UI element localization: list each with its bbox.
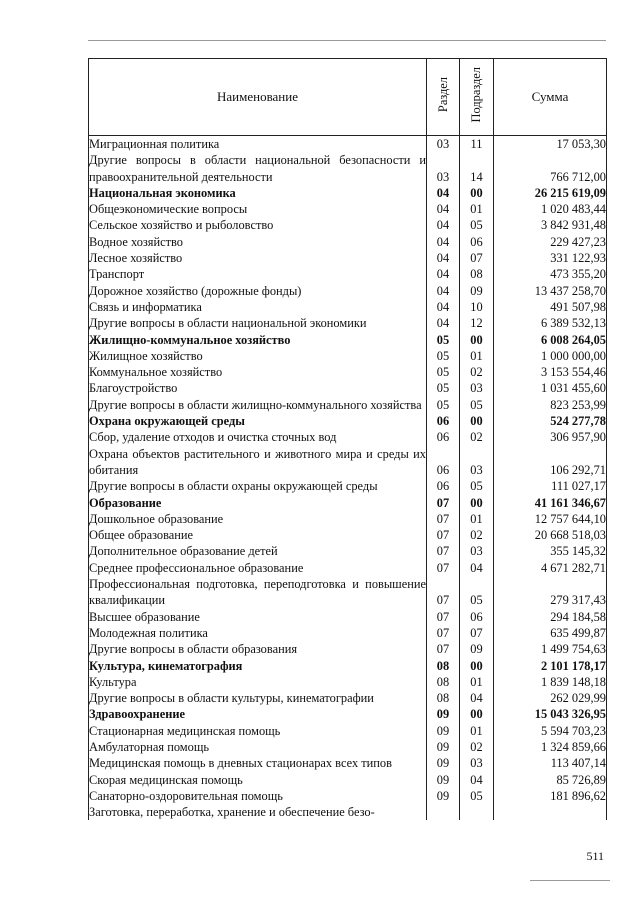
row-amount: 1 020 483,44	[494, 201, 607, 217]
row-name: Культура	[89, 674, 427, 690]
table-row	[89, 332, 607, 348]
row-subsection: 00	[460, 413, 494, 429]
table-row	[89, 397, 607, 413]
row-subsection: 04	[460, 560, 494, 576]
bottom-rule	[530, 880, 610, 881]
row-subsection	[460, 804, 494, 820]
table-row	[89, 234, 607, 250]
table-row	[89, 364, 607, 380]
row-subsection: 08	[460, 266, 494, 282]
table-row	[89, 772, 607, 788]
row-amount: 524 277,78	[494, 413, 607, 429]
row-amount: 229 427,23	[494, 234, 607, 250]
table-row	[89, 217, 607, 233]
budget-table	[88, 58, 607, 820]
row-section: 04	[427, 299, 460, 315]
table-row	[89, 706, 607, 722]
row-subsection: 00	[460, 495, 494, 511]
row-amount: 6 389 532,13	[494, 315, 607, 331]
table-row	[89, 641, 607, 657]
row-amount: 15 043 326,95	[494, 706, 607, 722]
row-subsection: 05	[460, 397, 494, 413]
row-amount: 1 324 859,66	[494, 739, 607, 755]
row-subsection: 05	[460, 217, 494, 233]
row-section: 08	[427, 690, 460, 706]
row-section: 08	[427, 658, 460, 674]
table-row	[89, 495, 607, 511]
row-name: Образование	[89, 495, 427, 511]
row-section: 07	[427, 543, 460, 559]
row-name: Общее образование	[89, 527, 427, 543]
row-section: 06	[427, 413, 460, 429]
row-amount: 294 184,58	[494, 609, 607, 625]
table-row	[89, 185, 607, 201]
row-name: Медицинская помощь в дневных стационарах всех типов	[89, 755, 427, 771]
row-name: Среднее профессиональное образование	[89, 560, 427, 576]
table-row	[89, 250, 607, 266]
row-subsection: 07	[460, 250, 494, 266]
row-section: 06	[427, 478, 460, 494]
row-name: Сбор, удаление отходов и очистка сточных вод	[89, 429, 427, 445]
row-name: Профессиональная подготовка, переподготовка и повышение квалификации	[89, 577, 426, 608]
row-section	[427, 804, 460, 820]
row-section: 09	[427, 772, 460, 788]
row-amount: 181 896,62	[494, 788, 607, 804]
row-section: 09	[427, 755, 460, 771]
row-section: 04	[427, 201, 460, 217]
row-amount: 13 437 258,70	[494, 283, 607, 299]
row-name: Амбулаторная помощь	[89, 739, 427, 755]
row-amount: 1 839 148,18	[494, 674, 607, 690]
row-subsection: 09	[460, 283, 494, 299]
table-row	[89, 413, 607, 429]
row-section: 07	[427, 609, 460, 625]
row-name: Национальная экономика	[89, 185, 427, 201]
row-subsection: 00	[460, 332, 494, 348]
row-subsection: 01	[460, 674, 494, 690]
row-name: Водное хозяйство	[89, 234, 427, 250]
row-amount: 491 507,98	[494, 299, 607, 315]
row-section: 07	[427, 511, 460, 527]
row-subsection: 06	[460, 234, 494, 250]
row-subsection: 14	[460, 152, 494, 185]
row-subsection: 11	[460, 136, 494, 153]
row-name: Общеэкономические вопросы	[89, 201, 427, 217]
row-amount: 1 000 000,00	[494, 348, 607, 364]
row-section: 05	[427, 380, 460, 396]
row-amount: 17 053,30	[494, 136, 607, 153]
table-row	[89, 527, 607, 543]
row-section: 04	[427, 217, 460, 233]
row-name: Другие вопросы в области жилищно-коммунального хозяйства	[89, 397, 427, 413]
row-amount: 3 842 931,48	[494, 217, 607, 233]
table-row	[89, 152, 607, 185]
row-subsection: 04	[460, 772, 494, 788]
table-row	[89, 690, 607, 706]
row-subsection: 03	[460, 446, 494, 479]
row-amount: 823 253,99	[494, 397, 607, 413]
row-subsection: 03	[460, 543, 494, 559]
table-row	[89, 283, 607, 299]
row-name: Санаторно-оздоровительная помощь	[89, 788, 427, 804]
row-name: Стационарная медицинская помощь	[89, 723, 427, 739]
row-section: 09	[427, 723, 460, 739]
table-row	[89, 755, 607, 771]
row-subsection: 03	[460, 380, 494, 396]
row-name: Другие вопросы в области охраны окружающей среды	[89, 478, 427, 494]
row-subsection: 10	[460, 299, 494, 315]
header-subsection-cell	[460, 59, 494, 136]
row-name: Жилищное хозяйство	[89, 348, 427, 364]
header-name: Наименование	[89, 59, 427, 136]
table-row	[89, 658, 607, 674]
table-row	[89, 380, 607, 396]
row-section: 04	[427, 185, 460, 201]
row-amount: 85 726,89	[494, 772, 607, 788]
row-section: 04	[427, 315, 460, 331]
row-amount: 306 957,90	[494, 429, 607, 445]
row-name: Заготовка, переработка, хранение и обеспечение безо-	[89, 804, 427, 820]
row-subsection: 05	[460, 788, 494, 804]
row-amount: 5 594 703,23	[494, 723, 607, 739]
row-section: 07	[427, 560, 460, 576]
row-name: Благоустройство	[89, 380, 427, 396]
row-section: 03	[427, 136, 460, 153]
row-subsection: 01	[460, 511, 494, 527]
row-subsection: 06	[460, 609, 494, 625]
page-number: 511	[586, 849, 604, 863]
row-subsection: 02	[460, 739, 494, 755]
row-subsection: 00	[460, 706, 494, 722]
row-amount	[494, 804, 607, 820]
row-amount: 635 499,87	[494, 625, 607, 641]
row-name: Дополнительное образование детей	[89, 543, 427, 559]
row-section: 07	[427, 641, 460, 657]
table-row	[89, 136, 607, 153]
row-amount: 2 101 178,17	[494, 658, 607, 674]
row-name: Скорая медицинская помощь	[89, 772, 427, 788]
table-header-row	[89, 59, 607, 136]
row-section: 07	[427, 527, 460, 543]
row-section: 06	[427, 446, 460, 479]
table-row	[89, 609, 607, 625]
row-name: Лесное хозяйство	[89, 250, 427, 266]
row-subsection: 02	[460, 429, 494, 445]
row-name: Связь и информатика	[89, 299, 427, 315]
row-section: 06	[427, 429, 460, 445]
row-subsection: 09	[460, 641, 494, 657]
row-amount: 20 668 518,03	[494, 527, 607, 543]
table-row	[89, 560, 607, 576]
row-amount: 331 122,93	[494, 250, 607, 266]
table-row	[89, 543, 607, 559]
row-section: 09	[427, 706, 460, 722]
row-name: Дорожное хозяйство (дорожные фонды)	[89, 283, 427, 299]
row-subsection: 04	[460, 690, 494, 706]
row-section: 04	[427, 266, 460, 282]
row-subsection: 00	[460, 185, 494, 201]
table-row	[89, 788, 607, 804]
table-row	[89, 478, 607, 494]
row-amount: 41 161 346,67	[494, 495, 607, 511]
table-row	[89, 315, 607, 331]
row-section: 07	[427, 625, 460, 641]
row-subsection: 02	[460, 527, 494, 543]
row-name: Коммунальное хозяйство	[89, 364, 427, 380]
row-amount: 12 757 644,10	[494, 511, 607, 527]
row-section: 05	[427, 364, 460, 380]
header-section-cell	[427, 59, 460, 136]
row-subsection: 01	[460, 201, 494, 217]
table-row	[89, 266, 607, 282]
table-row	[89, 576, 607, 609]
table-body	[89, 136, 607, 821]
row-name: Охрана окружающей среды	[89, 413, 427, 429]
row-subsection: 03	[460, 755, 494, 771]
row-amount: 4 671 282,71	[494, 560, 607, 576]
row-name: Другие вопросы в области национальной безопасности и правоохранительной деятельности	[89, 153, 426, 184]
row-section: 03	[427, 152, 460, 185]
row-section: 05	[427, 332, 460, 348]
row-section: 05	[427, 348, 460, 364]
header-amount: Сумма	[494, 59, 607, 136]
row-name: Высшее образование	[89, 609, 427, 625]
row-name: Миграционная политика	[89, 136, 427, 153]
table-row	[89, 723, 607, 739]
row-name: Транспорт	[89, 266, 427, 282]
row-amount: 3 153 554,46	[494, 364, 607, 380]
row-amount: 473 355,20	[494, 266, 607, 282]
row-name: Молодежная политика	[89, 625, 427, 641]
row-name: Другие вопросы в области национальной экономики	[89, 315, 427, 331]
table-row	[89, 739, 607, 755]
row-amount: 766 712,00	[494, 152, 607, 185]
row-name: Культура, кинематография	[89, 658, 427, 674]
row-name: Жилищно-коммунальное хозяйство	[89, 332, 427, 348]
row-section: 09	[427, 788, 460, 804]
row-section: 08	[427, 674, 460, 690]
row-amount: 111 027,17	[494, 478, 607, 494]
row-amount: 1 031 455,60	[494, 380, 607, 396]
row-name: Сельское хозяйство и рыболовство	[89, 217, 427, 233]
row-name: Другие вопросы в области образования	[89, 641, 427, 657]
row-amount: 26 215 619,09	[494, 185, 607, 201]
row-subsection: 01	[460, 348, 494, 364]
table-row	[89, 511, 607, 527]
row-section: 04	[427, 234, 460, 250]
row-section: 04	[427, 283, 460, 299]
header-section: Раздел	[435, 77, 450, 113]
row-section: 04	[427, 250, 460, 266]
table-row	[89, 446, 607, 479]
top-rule	[88, 40, 606, 41]
row-name: Охрана объектов растительного и животного мира и среды их обитания	[89, 446, 426, 477]
row-subsection: 05	[460, 576, 494, 609]
row-subsection: 02	[460, 364, 494, 380]
row-amount: 106 292,71	[494, 446, 607, 479]
row-name: Другие вопросы в области культуры, кинематографии	[89, 690, 427, 706]
row-subsection: 01	[460, 723, 494, 739]
row-name: Дошкольное образование	[89, 511, 427, 527]
header-subsection: Подраздел	[469, 67, 483, 123]
row-subsection: 05	[460, 478, 494, 494]
table-row	[89, 429, 607, 445]
row-section: 05	[427, 397, 460, 413]
table-row	[89, 299, 607, 315]
table-row	[89, 674, 607, 690]
table-row	[89, 804, 607, 820]
table-row	[89, 348, 607, 364]
table-row	[89, 201, 607, 217]
row-subsection: 00	[460, 658, 494, 674]
row-subsection: 12	[460, 315, 494, 331]
row-section: 07	[427, 576, 460, 609]
table-row	[89, 625, 607, 641]
row-name: Здравоохранение	[89, 706, 427, 722]
row-section: 07	[427, 495, 460, 511]
row-amount: 262 029,99	[494, 690, 607, 706]
row-amount: 1 499 754,63	[494, 641, 607, 657]
row-amount: 113 407,14	[494, 755, 607, 771]
row-amount: 355 145,32	[494, 543, 607, 559]
row-subsection: 07	[460, 625, 494, 641]
row-amount: 279 317,43	[494, 576, 607, 609]
row-section: 09	[427, 739, 460, 755]
row-amount: 6 008 264,05	[494, 332, 607, 348]
